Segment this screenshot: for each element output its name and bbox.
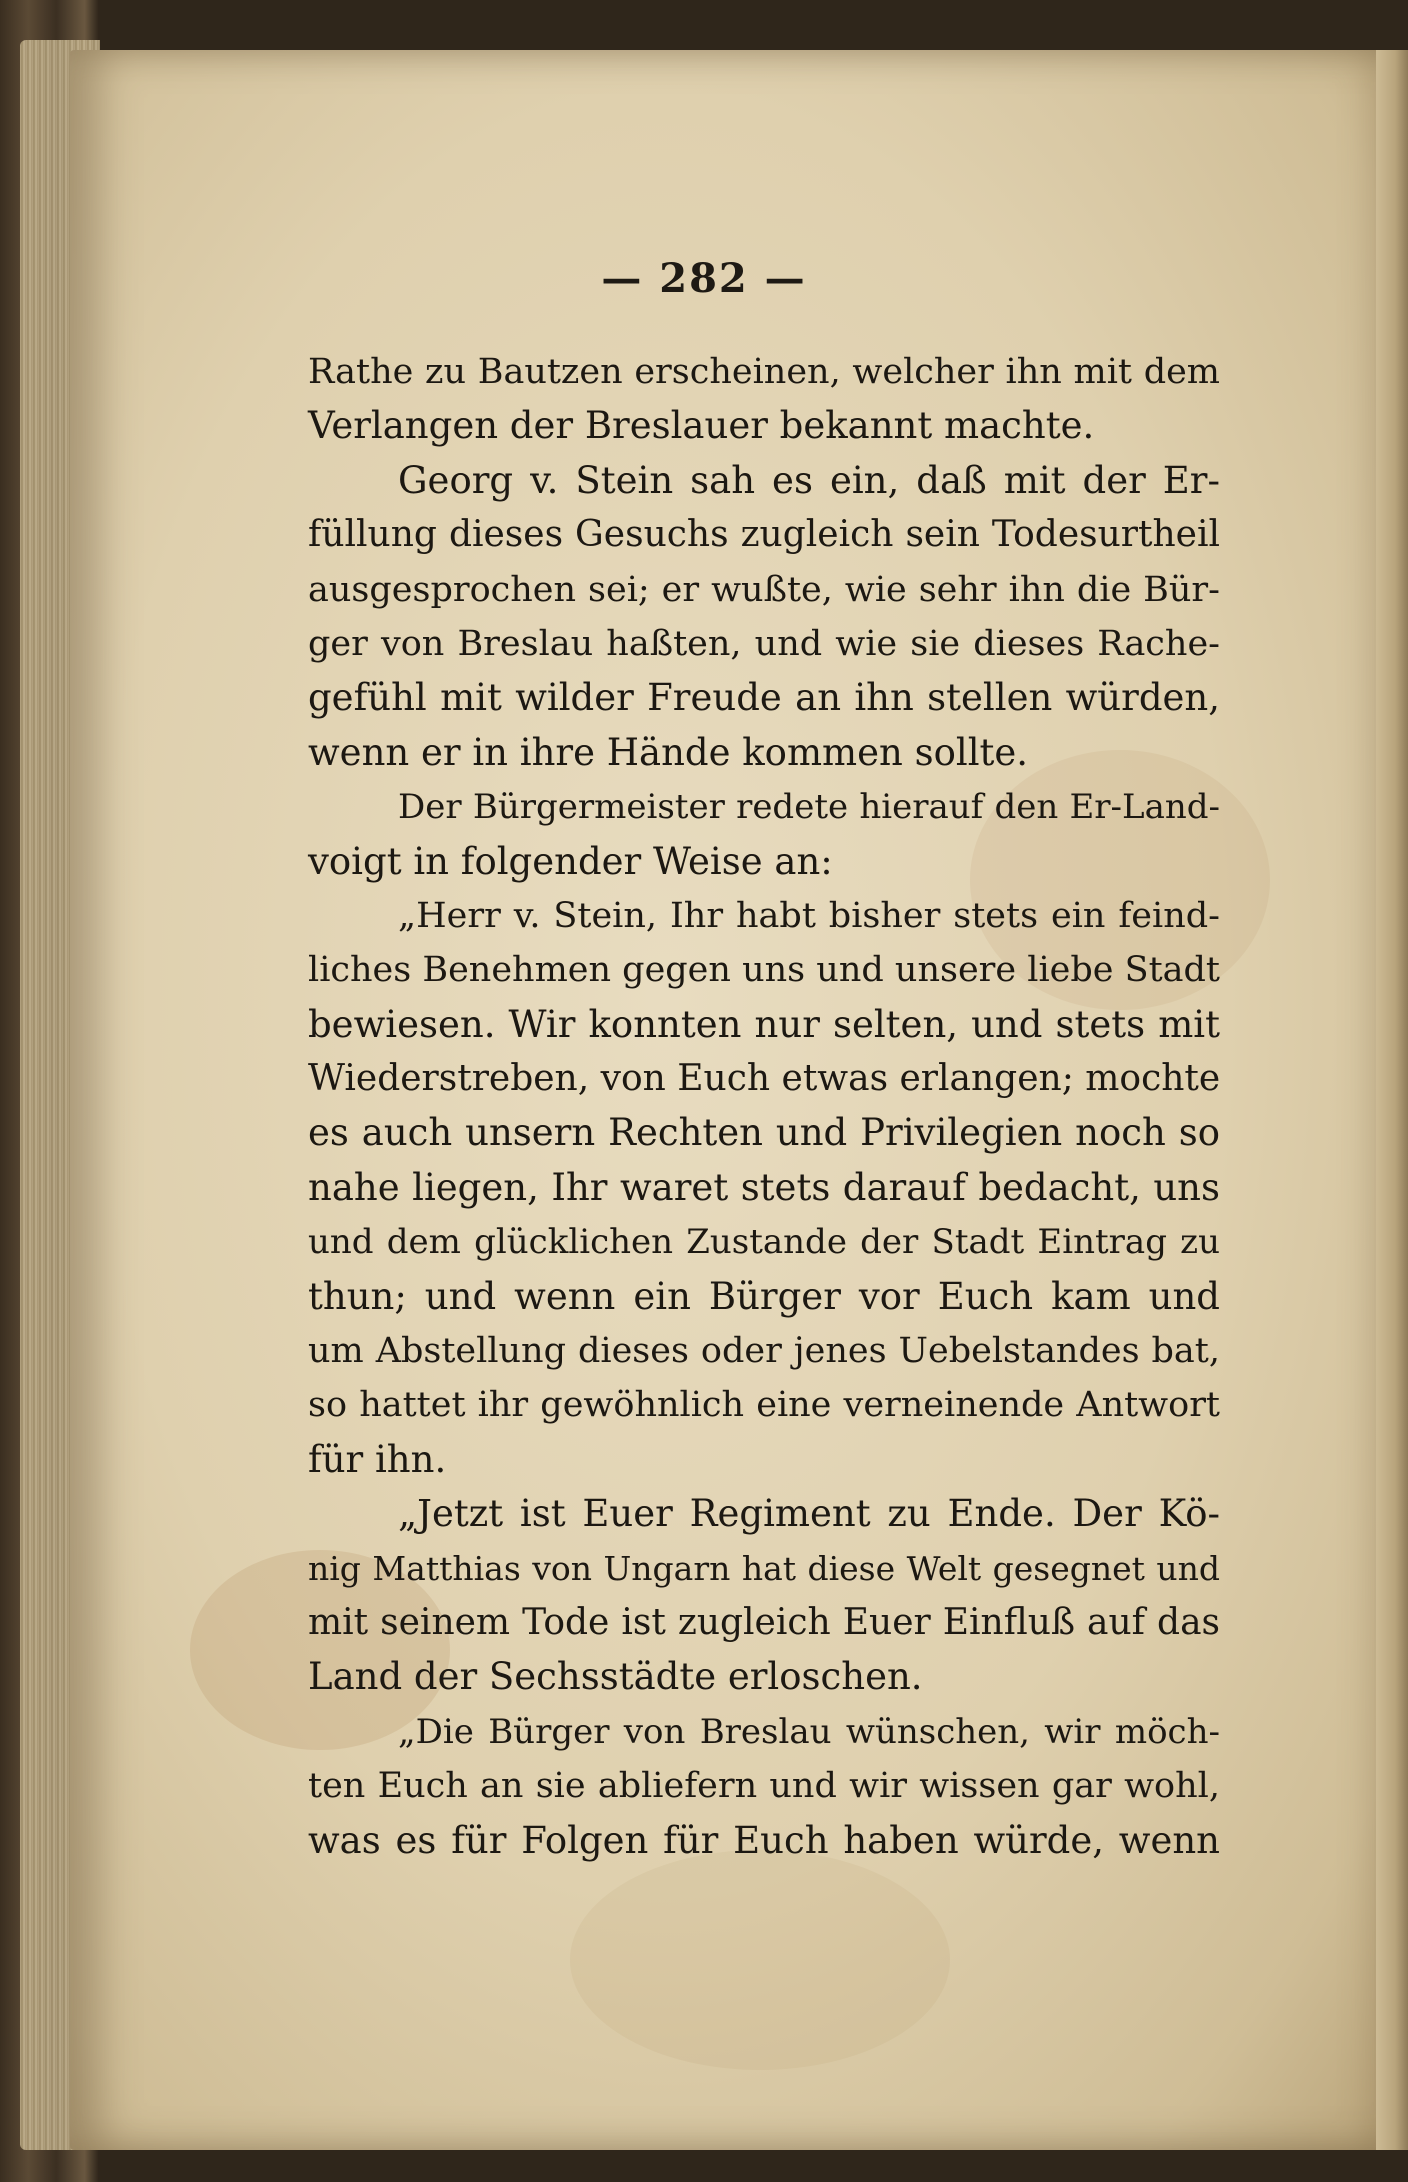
text-line: für ihn. — [308, 1437, 447, 1481]
text-line: „Herr v. Stein, Ihr habt bisher stets ein feind- — [398, 895, 1220, 936]
text-line: es auch unsern Rechten und Privilegien noch so — [308, 1111, 1220, 1155]
text-line: was es für Folgen für Euch haben würde, wenn — [308, 1818, 1220, 1862]
text-line: thun; und wenn ein Bürger vor Euch kam und — [308, 1274, 1220, 1318]
text-line: voigt in folgender Weise an: — [308, 839, 833, 883]
text-line: „Die Bürger von Breslau wünschen, wir möch- — [398, 1711, 1220, 1752]
text-line: bewiesen. Wir konnten nur selten, und stets mit — [308, 1002, 1220, 1046]
page-number: — 282 — — [601, 255, 807, 302]
text-line: ger von Breslau haßten, und wie sie dieses Rache- — [308, 623, 1220, 664]
text-line: Rathe zu Bautzen erscheinen, welcher ihn mit dem — [308, 352, 1220, 392]
text-line: Georg v. Stein sah es ein, daß mit der Er- — [398, 458, 1220, 502]
text-line: ten Euch an sie abliefern und wir wissen gar wohl, — [308, 1766, 1220, 1807]
text-line: wenn er in ihre Hände kommen sollte. — [308, 730, 1029, 774]
text-line: Wiederstreben, von Euch etwas erlangen; mochte — [308, 1058, 1221, 1100]
text-line: ausgesprochen sei; er wußte, wie sehr ihn die Bür- — [308, 569, 1220, 610]
text-line: und dem glücklichen Zustande der Stadt Eintrag zu — [308, 1222, 1220, 1263]
stain — [570, 1850, 950, 2070]
text-line: gefühl mit wilder Freude an ihn stellen würden, — [308, 676, 1220, 720]
text-line: nahe liegen, Ihr waret stets darauf bedacht, uns — [308, 1165, 1220, 1209]
text-line: um Abstellung dieses oder jenes Uebelstandes bat, — [308, 1331, 1220, 1372]
text-line: Der Bürgermeister redete hierauf den Er-Land- — [398, 787, 1220, 828]
text-line: so hattet ihr gewöhnlich eine verneinende Antwort — [308, 1385, 1220, 1426]
text-line: „Jetzt ist Euer Regiment zu Ende. Der Kö- — [398, 1492, 1220, 1536]
text-line: mit seinem Tode ist zugleich Euer Einfluß auf das — [308, 1601, 1220, 1643]
text-line: Verlangen der Breslauer bekannt machte. — [308, 404, 1095, 448]
text-line: Land der Sechsstädte erloschen. — [308, 1655, 923, 1699]
text-line: füllung dieses Gesuchs zugleich sein Todesurtheil — [308, 514, 1220, 556]
body-text — [308, 345, 1220, 1868]
text-line: nig Matthias von Ungarn hat diese Welt gesegnet und — [308, 1548, 1220, 1588]
right-page-edge — [1376, 50, 1408, 2150]
text-line: liches Benehmen gegen uns und unsere liebe Stadt — [308, 950, 1220, 991]
